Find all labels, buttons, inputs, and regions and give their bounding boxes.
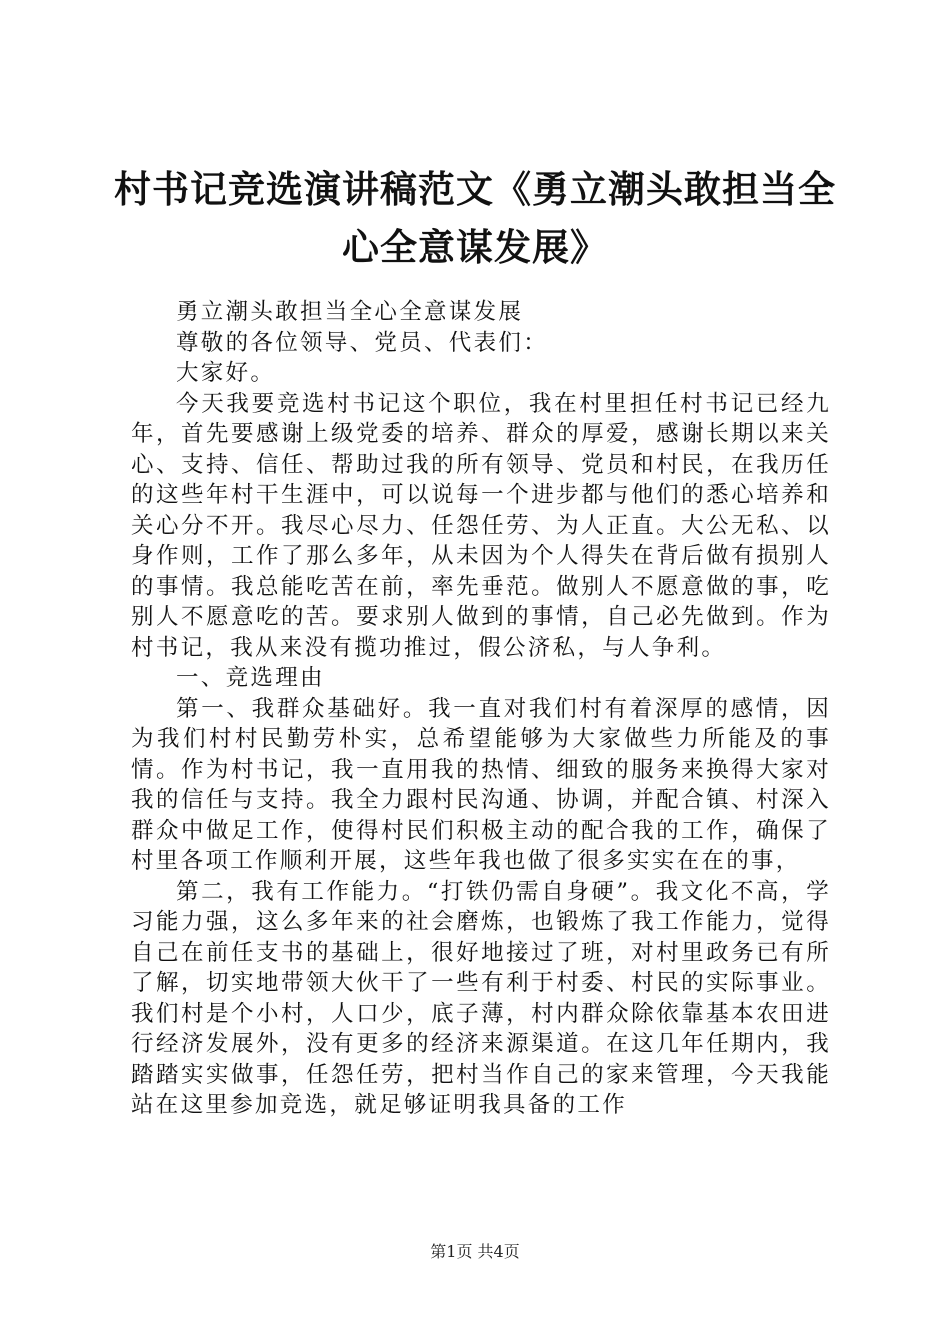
document-body (131, 297, 831, 1121)
document-title: 村书记竞选演讲稿范文《勇立潮头敢担当全心全意谋发展》 (114, 167, 836, 269)
subtitle-paragraph: 勇立潮头敢担当全心全意谋发展 (176, 299, 524, 325)
reason-two-paragraph: 第二，我有工作能力。“打铁仍需自身硬”。我文化不高，学习能力强，这么多年来的社会磨炼，也锻炼了我工作能力，觉得自己在前任支书的基础上，很好地接过了班，对村里政务已有所了解，切实地带领大伙干了一些有利于村委、村民的实际事业。我们村是个小村，人口少，底子薄，村内群众除依靠基本农田进行经济发展外，没有更多的经济来源渠道。在这几年任期内，我踏踏实实做事，任怨任劳，把村当作自己的家来管理，今天我能站在这里参加竞选，就足够证明我具备的工作 (131, 878, 831, 1118)
section-heading: 一、竞选理由 (176, 665, 325, 691)
page-number-footer: 第1页 共4页 (430, 1242, 520, 1261)
greeting-paragraph: 大家好。 (176, 360, 276, 386)
salutation-paragraph: 尊敬的各位领导、党员、代表们： (176, 329, 549, 356)
intro-paragraph: 今天我要竞选村书记这个职位，我在村里担任村书记已经九年，首先要感谢上级党委的培养、群众的厚爱，感谢长期以来关心、支持、信任、帮助过我的所有领导、党员和村民，在我历任的这些年村干生涯中，可以说每一个进步都与他们的悉心培养和关心分不开。我尽心尽力、任怨任劳、为人正直。大公无私、以身作则，工作了那么多年，从未因为个人得失在背后做有损别人的事情。我总能吃苦在前，率先垂范。做别人不愿意做的事，吃别人不愿意吃的苦。要求别人做到的事情，自己必先做到。作为村书记，我从来没有揽功推过，假公济私，与人争利。 (131, 390, 831, 661)
reason-one-paragraph: 第一、我群众基础好。我一直对我们村有着深厚的感情，因为我们村村民勤劳朴实，总希望能够为大家做些力所能及的事情。作为村书记，我一直用我的热情、细致的服务来换得大家对我的信任与支持。我全力跟村民沟通、协调，并配合镇、村深入群众中做足工作，使得村民们积极主动的配合我的工作，确保了村里各项工作顺利开展，这些年我也做了很多实实在在的事， (131, 695, 831, 874)
